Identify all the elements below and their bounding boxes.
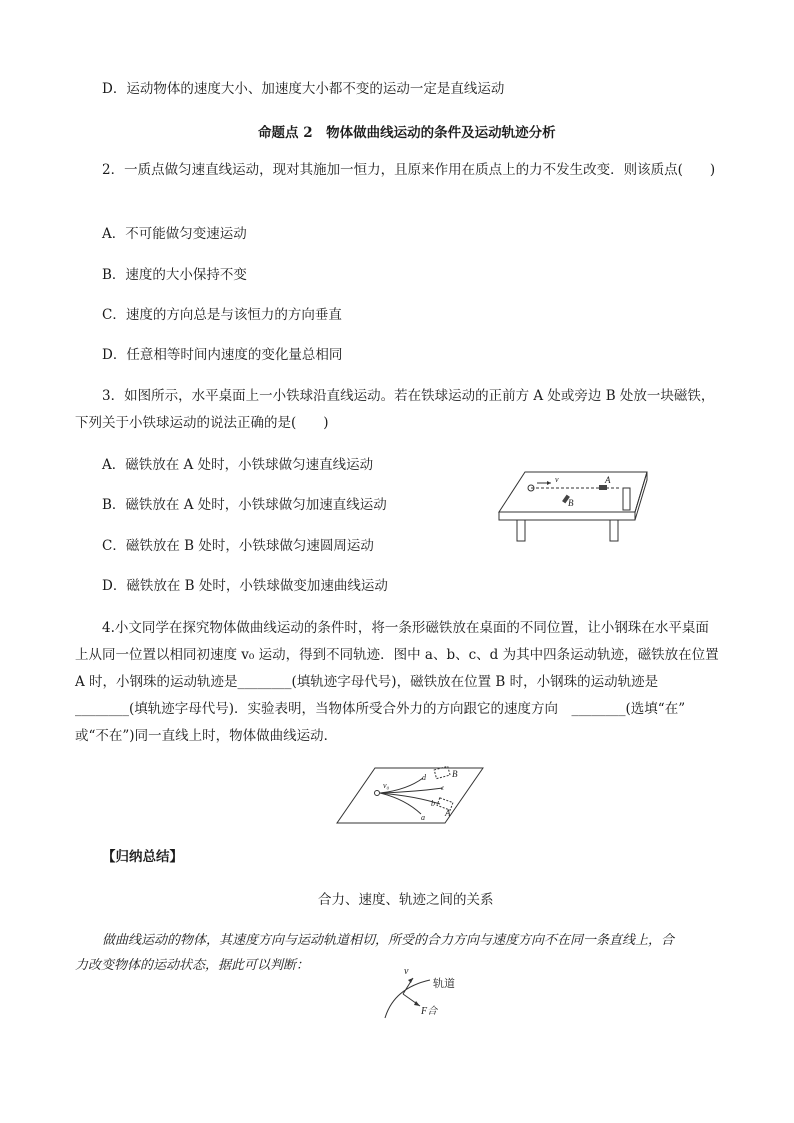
q3-option-d: D．磁铁放在 B 处时，小铁球做变加速曲线运动 xyxy=(102,578,388,594)
q3-option-b: B．磁铁放在 A 处时，小铁球做匀加速直线运动 xyxy=(102,497,387,513)
summary-body-1: 做曲线运动的物体，其速度方向与运动轨道相切，所受的合力方向与速度方向不在同一条直线上，合 xyxy=(102,933,675,948)
trajectory-b-label: b xyxy=(431,799,435,808)
q4-line-2: 上从同一位置以相同初速度 v₀ 运动，得到不同轨迹．图中 a、b、c、d 为其中四条运动轨迹，磁铁放在位置 xyxy=(75,647,719,663)
summary-body-2: 力改变物体的运动状态，据此可以判断： xyxy=(75,958,310,973)
q2-option-b: B．速度的大小保持不变 xyxy=(102,267,247,283)
trajectory-a-label: a xyxy=(421,813,425,822)
section-heading: 命题点 2 物体做曲线运动的条件及运动轨迹分析 xyxy=(258,125,556,141)
position-b-label: B xyxy=(568,498,574,508)
q1-option-d: D．运动物体的速度大小、加速度大小都不变的运动一定是直线运动 xyxy=(102,81,505,97)
force-velocity-figure xyxy=(380,962,460,1022)
v-label: v xyxy=(404,966,409,977)
trajectory-d-label: d xyxy=(422,773,426,782)
magnet-a-label: A xyxy=(445,808,451,818)
net-force-label: F合 xyxy=(421,1006,438,1017)
v0-label: v₀ xyxy=(383,781,390,790)
q4-line-4: ________(填轨迹字母代号)．实验表明，当物体所受合外力的方向跟它的速度方向 ________(选填“在” xyxy=(75,701,686,717)
q4-line-5: 或“不在”)同一直线上时，物体做曲线运动． xyxy=(75,728,338,744)
q3-option-a: A．磁铁放在 A 处时，小铁球做匀速直线运动 xyxy=(102,457,374,473)
trajectory-figure xyxy=(335,766,485,826)
q2-option-d: D．任意相等时间内速度的变化量总相同 xyxy=(102,347,343,363)
q3-stem-line-1: 3．如图所示，水平桌面上一小铁球沿直线运动。若在铁球运动的正前方 A 处或旁边 B 处放一块磁铁， xyxy=(102,388,715,404)
q2-option-a: A．不可能做匀变速运动 xyxy=(102,226,247,242)
q2-stem: 2．一质点做匀速直线运动，现对其施加一恒力，且原来作用在质点上的力不发生改变．则该质点( ) xyxy=(102,162,716,178)
table-figure xyxy=(495,468,665,548)
trajectory-c-label: c xyxy=(441,784,445,792)
track-label: 轨道 xyxy=(433,977,455,990)
q4-line-3: A 时，小钢珠的运动轨迹是________(填轨迹字母代号)，磁铁放在位置 B 时，小钢珠的运动轨迹是 xyxy=(75,674,659,690)
velocity-label: v xyxy=(555,475,559,484)
q2-option-c: C．速度的方向总是与该恒力的方向垂直 xyxy=(102,307,342,323)
q3-option-c: C．磁铁放在 B 处时，小铁球做匀速圆周运动 xyxy=(102,538,374,554)
summary-title: 合力、速度、轨迹之间的关系 xyxy=(318,892,494,908)
magnet-b-label: B xyxy=(452,769,458,779)
q3-stem-line-2: 下列关于小铁球运动的说法正确的是( ) xyxy=(75,415,329,431)
position-a-label: A xyxy=(605,475,611,485)
summary-label: 【归纳总结】 xyxy=(102,849,183,865)
q4-line-1: 4.小文同学在探究物体做曲线运动的条件时，将一条形磁铁放在桌面的不同位置，让小钢珠在水平桌面 xyxy=(102,620,709,636)
